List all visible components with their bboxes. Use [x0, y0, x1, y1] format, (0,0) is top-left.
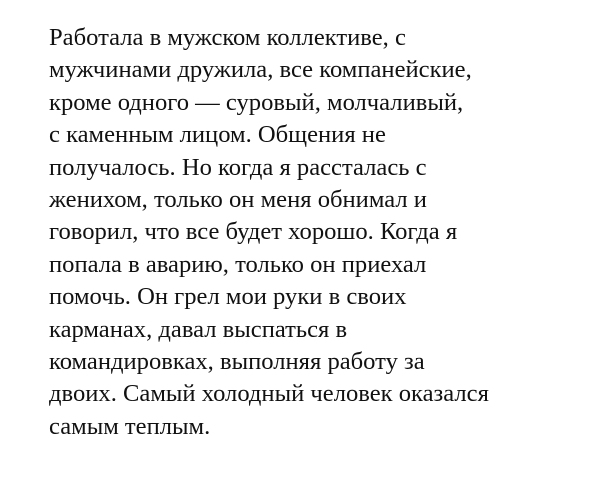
text-line: получалось. Но когда я рассталась с	[49, 153, 427, 181]
text-line: самым теплым.	[49, 412, 211, 440]
text-line: кроме одного — суровый, молчаливый,	[49, 88, 464, 116]
text-line: с каменным лицом. Общения не	[49, 121, 386, 149]
text-line: говорил, что все будет хорошо. Когда я	[49, 218, 458, 246]
text-line: женихом, только он меня обнимал и	[49, 186, 427, 214]
text-line: карманах, давал выспаться в	[49, 315, 348, 343]
story-paragraph	[49, 22, 589, 443]
text-line: командировках, выполняя работу за	[49, 348, 425, 376]
text-line: Работала в мужском коллективе, с	[49, 24, 406, 51]
text-line: попала в аварию, только он приехал	[49, 250, 427, 278]
text-line: помочь. Он грел мои руки в своих	[49, 283, 407, 311]
text-line: двоих. Самый холодный человек оказался	[49, 380, 489, 408]
text-line: мужчинами дружила, все компанейские,	[49, 56, 472, 84]
